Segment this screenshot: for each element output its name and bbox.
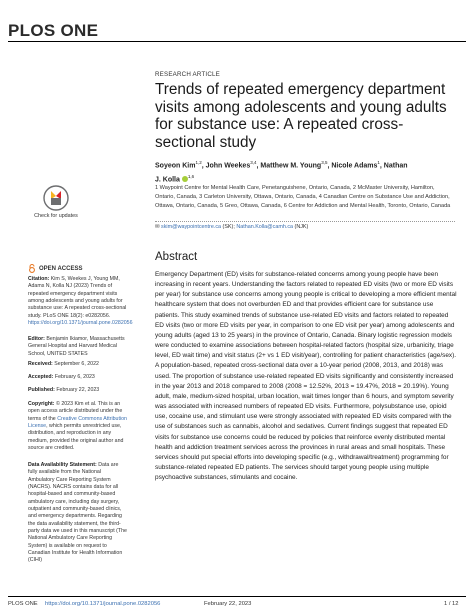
citation-block xyxy=(28,276,133,327)
citation-doi-link[interactable]: https://doi.org/10.1371/journal.pone.0282056 xyxy=(28,320,133,327)
cc-license-link[interactable]: Creative Commons Attribution License xyxy=(28,415,127,430)
author-list xyxy=(155,158,455,186)
author-affil-sup: 1 xyxy=(377,160,380,165)
published-label: Published: xyxy=(28,387,55,393)
footer-doi-link[interactable] xyxy=(45,601,160,607)
data-availability-text: Data are fully available from the National Ambulatory Care Reporting System (NACRS). NACRS contains data for all hospital-based and community-based ambulatory care, including day surgery, outpatient and community-based clinics, and emergency departments. Regarding the data availability statement, the third-party data we used in this manuscript (The National Ambulatory Care Reporting System) is available on request to Canadian Institute for Health Information (CIHI) xyxy=(28,462,127,564)
journal-logo-suffix: ONE xyxy=(60,21,99,40)
corresponding-contact xyxy=(155,224,455,230)
accepted-value: February 6, 2023 xyxy=(54,374,95,380)
author-name[interactable]: , Matthew M. Young xyxy=(256,162,322,170)
abstract-heading: Abstract xyxy=(155,251,198,263)
editor-block xyxy=(28,336,128,358)
article-type: RESEARCH ARTICLE xyxy=(155,71,220,78)
open-lock-icon xyxy=(28,264,36,273)
badge-label: Check for updates xyxy=(34,213,78,219)
check-for-updates-badge[interactable] xyxy=(31,185,81,237)
author-affil-sup: 3,4 xyxy=(250,160,257,165)
journal-logo xyxy=(8,22,98,39)
copyright-text: © 2023 Kim et al. This is an open access article distributed under the terms of the xyxy=(28,401,123,422)
article-title: Trends of repeated emergency department visits among adolescents and young adults for substance use: A repeated cross-sectional study xyxy=(155,81,447,151)
received-value: September 6, 2022 xyxy=(54,361,99,367)
footer-divider xyxy=(8,596,466,597)
published-value: February 22, 2023 xyxy=(56,387,100,393)
author-name[interactable]: J. Kolla xyxy=(155,176,180,184)
affiliations: 1 Waypoint Centre for Mental Health Care, Penetanguishene, Ontario, Canada, 2 McMaster University, Hamilton, Ontario, Canada, 3 Carleton University, Ottawa, Ontario, Canada, 4 Canadian Centre on Substance Use and Addiction, Ottawa, Ontario, Canada, 5 Greo, Ottawa, Canada, 6 Centre for Addiction and Mental Health, Toronto, Ontario, Canada xyxy=(155,185,451,209)
data-availability-block xyxy=(28,462,128,565)
footer-doi-text[interactable]: https://doi.org/10.1371/journal.pone.0282056 xyxy=(45,601,161,607)
citation-label: Citation: xyxy=(28,276,50,282)
copyright-label: Copyright: xyxy=(28,401,55,407)
author-name[interactable]: , John Weekes xyxy=(201,162,251,170)
copyright-block xyxy=(28,401,128,452)
author-name[interactable]: Soyeon Kim xyxy=(155,162,196,170)
contact-initials: (SK); xyxy=(222,224,235,230)
editor-label: Editor: xyxy=(28,336,45,342)
email-icon: ✉ xyxy=(155,224,160,230)
received-label: Received: xyxy=(28,361,53,367)
page-number: 1 / 12 xyxy=(444,601,459,607)
contact-email-link[interactable]: skim@waypointcentre.ca xyxy=(161,224,222,230)
abstract-body: Emergency Department (ED) visits for substance-related concerns among young people have been increasing in recent years. Understanding the factors related to repeated ED visits (two or more ED visits per year) for substance use concerns among young people is critical to developing a more efficient mental healthcare system that does not overburden ED and that provides efficient care for substance use patients. This study examined trends of substance use-related ED visits and factors related to repeated ED visits (two or more ED visits per year, in comparison to one ED visit per year) among adolescents and young adults (aged 13 to 25 years) in the province of Ontario, Canada. Binary logistic regression models were conducted to examine associations between hospital-related factors (hospital size, urbanicity, triage level, ED wait time) and visit status (2+ vs 1 ED visit/year), controlling for patient characteristics (age/sex). A population-based, repeated cross-sectional data over a 10-year period (2008, 2013, and 2018) was used. The proportion of substance use-related repeated ED visits significantly and consistently increased in the year 2013 and 2018 compared to 2008 (2008 = 12.52%, 2013 = 19.47%, 2018 = 20.19%). Young adult, male, medium-sized hospital, urban location, wait times longer than 6 hours, and symptom severity was associated with increased numbers of repeated ED visits. Furthermore, polysubstance use, opioid use, cocaine use, and stimulant use were strongly associated with repeated ED visits compared with the use of substances such as cannabis, alcohol and sedatives. Current findings suggest that repeated ED visits for substance use concerns could be reduced by policies that reinforce evenly distributed mental health and addiction treatment services across the provinces in rural areas and small hospitals. These services should put special efforts into developing specific (e.g., withdrawal/treatment) programming for substance-related repeated ED patients. The services should target young people using multiple psychoactive substances, stimulants and cocaine. xyxy=(155,271,457,482)
author-name[interactable]: , Nathan xyxy=(379,162,408,170)
citation-text: Kim S, Weekes J, Young MM, Adams N, Kolla NJ (2023) Trends of repeated emergency department visits among adolescents and young adults for substance use: A repeated cross-sectional study. PLoS ONE 18(2): e0282056. xyxy=(28,276,127,319)
published-date xyxy=(28,387,128,394)
open-access-label xyxy=(28,264,82,273)
data-availability-label: Data Availability Statement: xyxy=(28,462,97,468)
copyright-text-end: , which permits unrestricted use, distribution, and reproduction in any medium, provided the original author and source are credited. xyxy=(28,423,124,452)
journal-logo-prefix: PLOS xyxy=(8,21,56,40)
author-affil-sup: 3,5 xyxy=(321,160,328,165)
contact-divider xyxy=(155,221,455,222)
open-access-text: OPEN ACCESS xyxy=(39,265,83,272)
footer-date: February 22, 2023 xyxy=(204,601,252,607)
author-affil-sup: 1,6 xyxy=(187,173,195,179)
footer-journal: PLOS ONE xyxy=(8,601,38,607)
accepted-label: Accepted: xyxy=(28,374,54,380)
received-date xyxy=(28,361,128,368)
accepted-date xyxy=(28,374,128,381)
contact-initials: (NJK) xyxy=(294,224,309,230)
crossmark-icon xyxy=(43,185,69,211)
header-divider xyxy=(8,41,466,42)
contact-email-link[interactable]: Nathan.Kolla@camh.ca xyxy=(236,224,294,230)
editor-text: Benjamin Ikiamor, Massachusetts General Hospital and Harvard Medical School, UNITED STATES xyxy=(28,336,125,357)
author-name[interactable]: , Nicole Adams xyxy=(327,162,378,170)
author-affil-sup: 1,2 xyxy=(195,160,202,165)
